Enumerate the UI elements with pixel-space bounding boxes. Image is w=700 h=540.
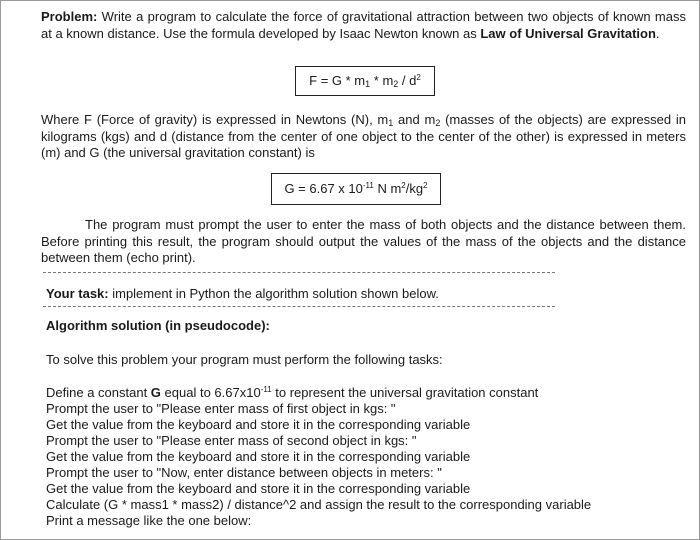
constant-part: N m: [373, 181, 402, 196]
problem-statement: [41, 9, 686, 42]
problem-period: .: [655, 25, 660, 41]
constant-exponent: 2: [423, 181, 428, 190]
step-get-mass1: Get the value from the keyboard and store it in the corresponding variable: [46, 417, 471, 432]
where-text: Where F (Force of gravity) is expressed in Newtons (N), m: [41, 112, 389, 127]
formula-part: / d: [398, 73, 417, 88]
solve-intro: To solve this problem your program must perform the following tasks:: [46, 352, 443, 367]
formula-subscript: 2: [393, 79, 399, 89]
dashed-divider: [43, 306, 555, 307]
constant-exponent: 2: [401, 181, 406, 190]
where-text: (masses of the objects) are expressed in kilograms (kgs) and d (distance from the center of one object to the center of the other) is expressed in meters (m) and G (the universal gravitation constant) is: [41, 112, 686, 160]
dashed-divider: [43, 272, 555, 273]
step-exponent: -11: [260, 385, 272, 394]
step-print: Print a message like the one below:: [46, 513, 252, 528]
step-prompt-mass2: Prompt the user to "Please enter mass of second object in kgs: ": [46, 433, 417, 448]
gravity-constant-box: [271, 173, 441, 205]
where-text: and m: [393, 112, 436, 127]
step-calculate: Calculate (G * mass1 * mass2) / distance^2 and assign the result to the corresponding variable: [46, 497, 592, 512]
force-formula-box: [295, 66, 435, 96]
step-text: Define a constant: [46, 385, 151, 400]
task-label: Your task:: [46, 286, 109, 301]
formula-exponent: 2: [416, 73, 421, 82]
step-text: to represent the universal gravitation constant: [271, 385, 539, 400]
problem-label: Problem:: [41, 9, 98, 24]
where-subscript: 2: [435, 118, 441, 128]
formula-part: * m: [370, 73, 394, 88]
problem-text: Write a program to calculate the force of gravitational attraction between two objects of known mass at a known distance. Use the formula developed by Isaac Newton known as: [41, 9, 686, 41]
constant-exponent: -11: [362, 181, 374, 190]
task-text: implement in Python the algorithm solution shown below.: [108, 286, 439, 301]
step-constant-name: G: [150, 385, 161, 400]
formula-part: F = G * m: [309, 73, 366, 88]
prompt-paragraph: The program must prompt the user to enter the mass of both objects and the distance between them. Before printing this result, the program should output the values of the mass of the objects and the distance between them (echo print).: [41, 217, 686, 265]
formula-subscript: 1: [365, 79, 371, 89]
step-get-mass2: Get the value from the keyboard and store it in the corresponding variable: [46, 449, 471, 464]
constant-part: G = 6.67 x 10: [284, 181, 363, 196]
step-get-distance: Get the value from the keyboard and store it in the corresponding variable: [46, 481, 471, 496]
step-prompt-distance: Prompt the user to "Now, enter distance between objects in meters: ": [46, 465, 442, 480]
step-prompt-mass1: Prompt the user to "Please enter mass of first object in kgs: ": [46, 401, 396, 416]
algorithm-heading: Algorithm solution (in pseudocode):: [46, 318, 270, 333]
law-name: Law of Universal Gravitation: [480, 25, 656, 41]
constant-part: /kg: [405, 181, 424, 196]
task-line: [46, 286, 439, 301]
step-text: equal to 6.67x10: [160, 385, 261, 400]
units-paragraph: [41, 112, 686, 162]
where-subscript: 1: [388, 118, 394, 128]
step-define-constant: [46, 385, 538, 400]
